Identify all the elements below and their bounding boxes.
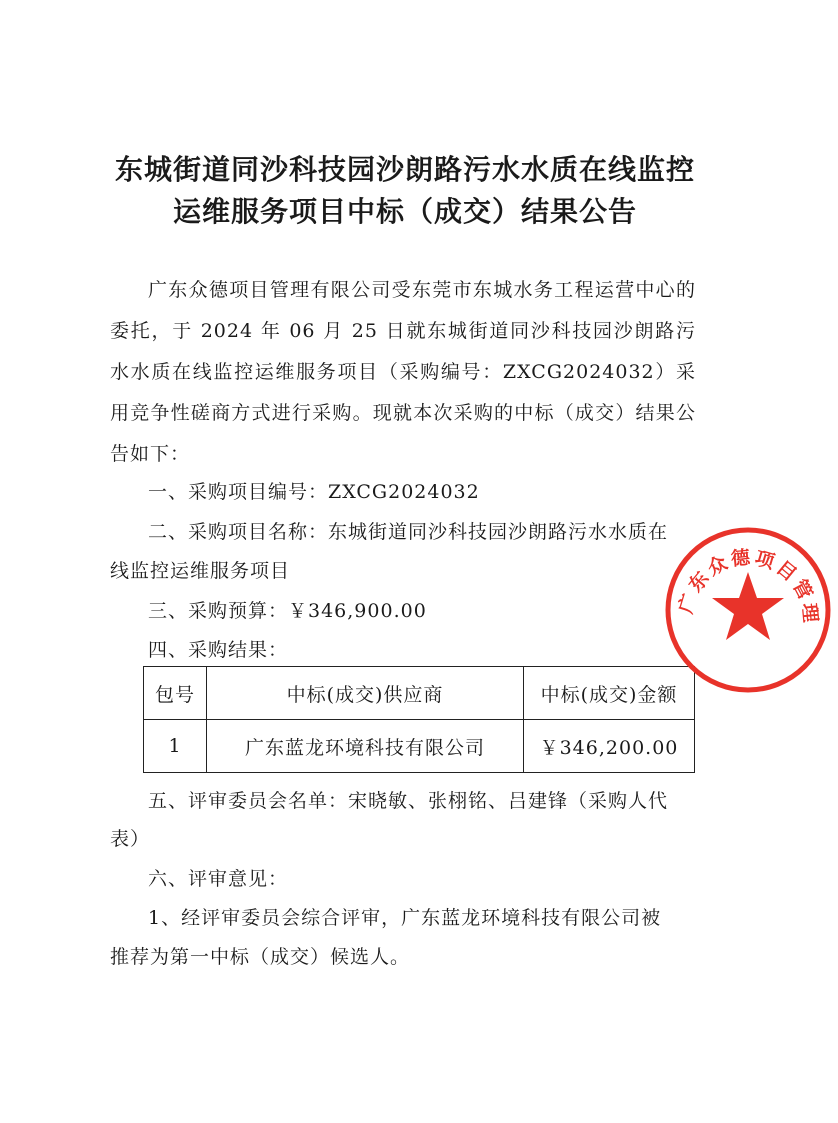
- opinion-line-1: 1、经评审委员会综合评审，广东蓝龙环境科技有限公司被: [148, 907, 662, 929]
- item-2-project-name: 二、采购项目名称：东城街道同沙科技园沙朗路污水水质在: [148, 521, 669, 543]
- item-5-committee: 五、评审委员会名单：宋晓敏、张栩铭、吕建锋（采购人代: [148, 790, 669, 812]
- table-row: [144, 720, 695, 773]
- header-supplier: 中标(成交)供应商: [207, 667, 524, 720]
- company-seal: [658, 520, 838, 700]
- item-1-project-number: 一、采购项目编号：ZXCG2024032: [148, 481, 480, 503]
- header-package: 包号: [144, 667, 207, 720]
- item-6-opinion-heading: 六、评审意见：: [148, 868, 289, 890]
- header-amount: 中标(成交)金额: [524, 667, 695, 720]
- cell-amount: ￥346,200.00: [524, 720, 695, 773]
- results-table: [143, 666, 695, 773]
- intro-paragraph: 广东众德项目管理有限公司受东莞市东城水务工程运营中心的委托，于 2024 年 06 月 25 日就东城街道同沙科技园沙朗路污水水质在线监控运维服务项目（采购编号：ZXCG2024032）采用竞争性磋商方式进行采购。现就本次采购的中标（成交）结果公告如下：: [110, 279, 696, 465]
- title-line-2: 运维服务项目中标（成交）结果公告: [172, 195, 637, 228]
- title-line-1: 东城街道同沙科技园沙朗路污水水质在线监控: [114, 153, 695, 186]
- cell-package: 1: [144, 720, 207, 773]
- item-5-committee-cont: 表）: [110, 828, 151, 850]
- opinion-line-2: 推荐为第一中标（成交）候选人。: [110, 946, 411, 968]
- item-2-project-name-cont: 线监控运维服务项目: [110, 560, 291, 582]
- cell-supplier: 广东蓝龙环境科技有限公司: [207, 720, 524, 773]
- seal-star-icon: [712, 572, 784, 640]
- table-header-row: [144, 667, 695, 720]
- item-3-budget: 三、采购预算：￥346,900.00: [148, 600, 427, 622]
- seal-text: 广东众德项目管理: [674, 546, 822, 627]
- item-4-results-heading: 四、采购结果：: [148, 639, 289, 661]
